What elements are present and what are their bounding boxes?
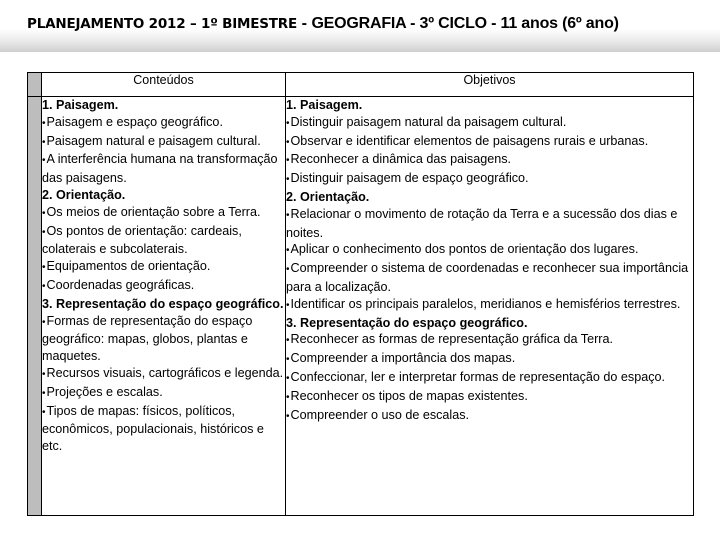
objetivos-cell [286,97,694,516]
list-item: • Compreender a importância dos mapas. [286,350,693,369]
list-item: • Tipos de mapas: físicos, políticos, econômicos, populacionais, históricos e etc. [42,403,285,455]
planning-table [27,72,694,516]
list-item: • Os pontos de orientação: cardeais, colaterais e subcolaterais. [42,223,285,259]
list-item: • Relacionar o movimento de rotação da Terra e a sucessão dos dias e noites. [286,206,693,242]
list-item: • Identificar os principais paralelos, meridianos e hemisférios terrestres. [286,296,693,315]
row-stub [28,97,42,516]
list-item: • Paisagem natural e paisagem cultural. [42,133,285,152]
section-heading: 2. Orientação. [286,189,370,204]
list-item: • Coordenadas geográficas. [42,277,285,296]
header-objetivos: Objetivos [286,73,694,97]
list-item: • Distinguir paisagem natural da paisagem cultural. [286,114,693,133]
page-title-subject: GEOGRAFIA - 3º CICLO - 11 anos (6º ano) [311,15,619,32]
list-item: • Paisagem e espaço geográfico. [42,114,285,133]
section-heading: 3. Representação do espaço geográfico. [42,296,284,311]
section-heading: 1. Paisagem. [42,98,119,112]
list-item: • Formas de representação do espaço geográfico: mapas, globos, plantas e maquetes. [42,313,285,365]
section-heading: 1. Paisagem. [286,98,363,112]
list-item: • Observar e identificar elementos de paisagens rurais e urbanas. [286,133,693,152]
conteudos-cell [42,97,286,516]
list-item: • Reconhecer os tipos de mapas existentes. [286,388,693,407]
list-item: • Os meios de orientação sobre a Terra. [42,204,285,223]
list-item: • Reconhecer as formas de representação gráfica da Terra. [286,331,693,350]
title-bar [0,0,720,52]
section-heading: 3. Representação do espaço geográfico. [286,315,528,330]
list-item: • Confeccionar, ler e interpretar formas de representação do espaço. [286,369,693,388]
list-item: • Compreender o uso de escalas. [286,407,693,426]
list-item: • Compreender o sistema de coordenadas e reconhecer sua importância para a localização. [286,260,693,296]
list-item: • A interferência humana na transformação das paisagens. [42,151,285,187]
header-conteudos: Conteúdos [42,73,286,97]
header-row [28,73,694,97]
page-title-plan: PLANEJAMENTO 2012 – 1º BIMESTRE - [27,16,312,32]
list-item: • Recursos visuais, cartográficos e legenda. [42,365,285,384]
content-row [28,97,694,516]
list-item: • Distinguir paisagem de espaço geográfico. [286,170,693,189]
page-title [27,15,619,33]
list-item: • Equipamentos de orientação. [42,258,285,277]
list-item: • Reconhecer a dinâmica das paisagens. [286,151,693,170]
list-item: • Projeções e escalas. [42,384,285,403]
row-stub [28,73,42,97]
section-heading: 2. Orientação. [42,187,126,202]
list-item: • Aplicar o conhecimento dos pontos de orientação dos lugares. [286,241,693,260]
